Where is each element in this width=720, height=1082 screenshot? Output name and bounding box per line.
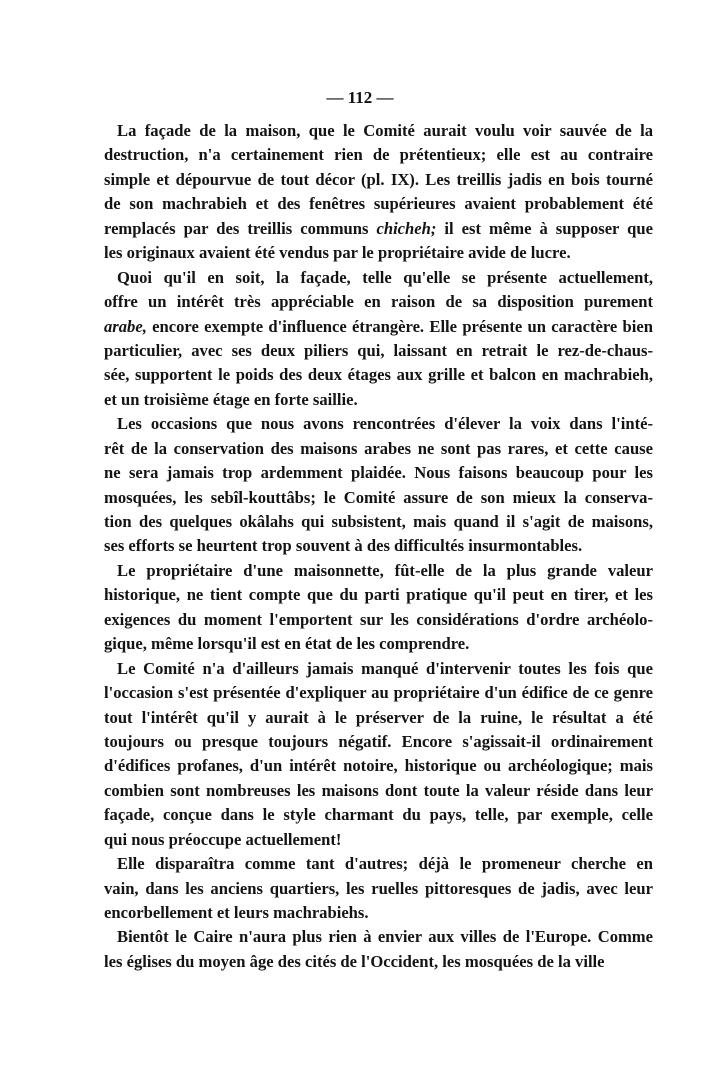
text-segment: encore exempte d'influence étrangère. Elle présente un caractère bien [146,316,653,336]
paragraph [104,852,653,925]
text-line: encorbellement et leurs machrabiehs. [104,903,369,922]
paragraph [104,266,653,413]
text-line: les églises du moyen âge des cités de l'Occident, les mosquées de la ville [104,951,605,971]
paragraph [104,925,653,974]
text-line: Elle disparaîtra comme tant d'autres; déjà le promeneur cherche en [117,854,653,874]
text-line: l'occasion s'est présentée d'expliquer au propriétaire d'un édifice de ce genre [104,683,653,703]
text-line: Bientôt le Caire n'aura plus rien à envier aux villes de l'Europe. Comme [117,927,653,947]
paragraph [104,412,653,559]
italic-term: chicheh; [376,218,437,238]
text-line: Quoi qu'il en soit, la façade, telle qu'elle se présente actuellement, [117,267,653,287]
text-line: Les occasions que nous avons rencontrées d'élever la voix dans l'inté- [117,414,653,434]
text-segment: remplacés par des treillis communs [104,218,377,238]
paragraph [104,657,653,853]
text-line: offre un intérêt très appréciable en raison de sa disposition purement [104,292,653,312]
body-text [104,119,653,974]
text-line [104,217,653,241]
text-line: sée, supportent le poids des deux étages aux grille et balcon en machrabieh, [104,365,653,385]
paragraph [104,119,653,266]
text-line: destruction, n'a certainement rien de prétentieux; elle est au contraire [104,145,653,165]
text-line: gique, même lorsqu'il est en état de les comprendre. [104,634,470,654]
text-line: mosquées, les sebîl-kouttâbs; le Comité assure de son mieux la conserva- [104,487,653,507]
text-line: La façade de la maison, que le Comité aurait voulu voir sauvée de la [117,121,653,140]
text-line: ne sera jamais trop ardemment plaidée. Nous faisons beaucoup pour les [104,463,653,483]
text-line: de son machrabieh et des fenêtres supérieures avaient probablement été [104,194,653,214]
text-line: toujours ou presque toujours négatif. Encore s'agissait-il ordinairement [104,731,653,751]
text-line: d'édifices profanes, d'un intérêt notoire, historique ou archéologique; mais [104,756,653,776]
text-line [104,315,653,339]
text-line: qui nous préoccupe actuellement! [104,829,342,849]
italic-term: arabe, [104,316,147,336]
text-line: historique, ne tient compte que du parti pratique qu'il peut en tirer, et les [104,585,653,605]
text-line: simple et dépourvue de tout décor (pl. IX). Les treillis jadis en bois tourné [104,169,653,189]
text-line: Le propriétaire d'une maisonnette, fût-elle de la plus grande valeur [117,560,653,580]
text-line: exigences du moment l'emportent sur les considérations d'ordre archéolo- [104,609,653,629]
text-line: particulier, avec ses deux piliers qui, laissant en retrait le rez-de-chaus- [104,340,653,360]
text-line: tion des quelques okâlahs qui subsistent, mais quand il s'agit de maisons, [104,512,653,531]
text-segment: il est même à supposer que [436,218,653,238]
text-line: rêt de la conservation des maisons arabes ne sont pas rares, et cette cause [104,438,653,458]
page-number: — 112 — [326,88,394,107]
text-line: façade, conçue dans le style charmant du pays, telle, par exemple, celle [104,805,653,825]
text-line: et un troisième étage en forte saillie. [104,389,358,409]
text-line: vain, dans les anciens quartiers, les ruelles pittoresques de jadis, avec leur [104,878,653,898]
text-line: ses efforts se heurtent trop souvent à des difficultés insurmontables. [104,536,583,556]
paragraph [104,559,653,657]
text-line: Le Comité n'a d'ailleurs jamais manqué d'intervenir toutes les fois que [117,658,653,678]
text-line: les originaux avaient été vendus par le propriétaire avide de lucre. [104,243,571,263]
text-line: combien sont nombreuses les maisons dont toute la valeur réside dans leur [104,780,653,800]
text-line: tout l'intérêt qu'il y aurait à le préserver de la ruine, le résultat a été [104,707,653,727]
